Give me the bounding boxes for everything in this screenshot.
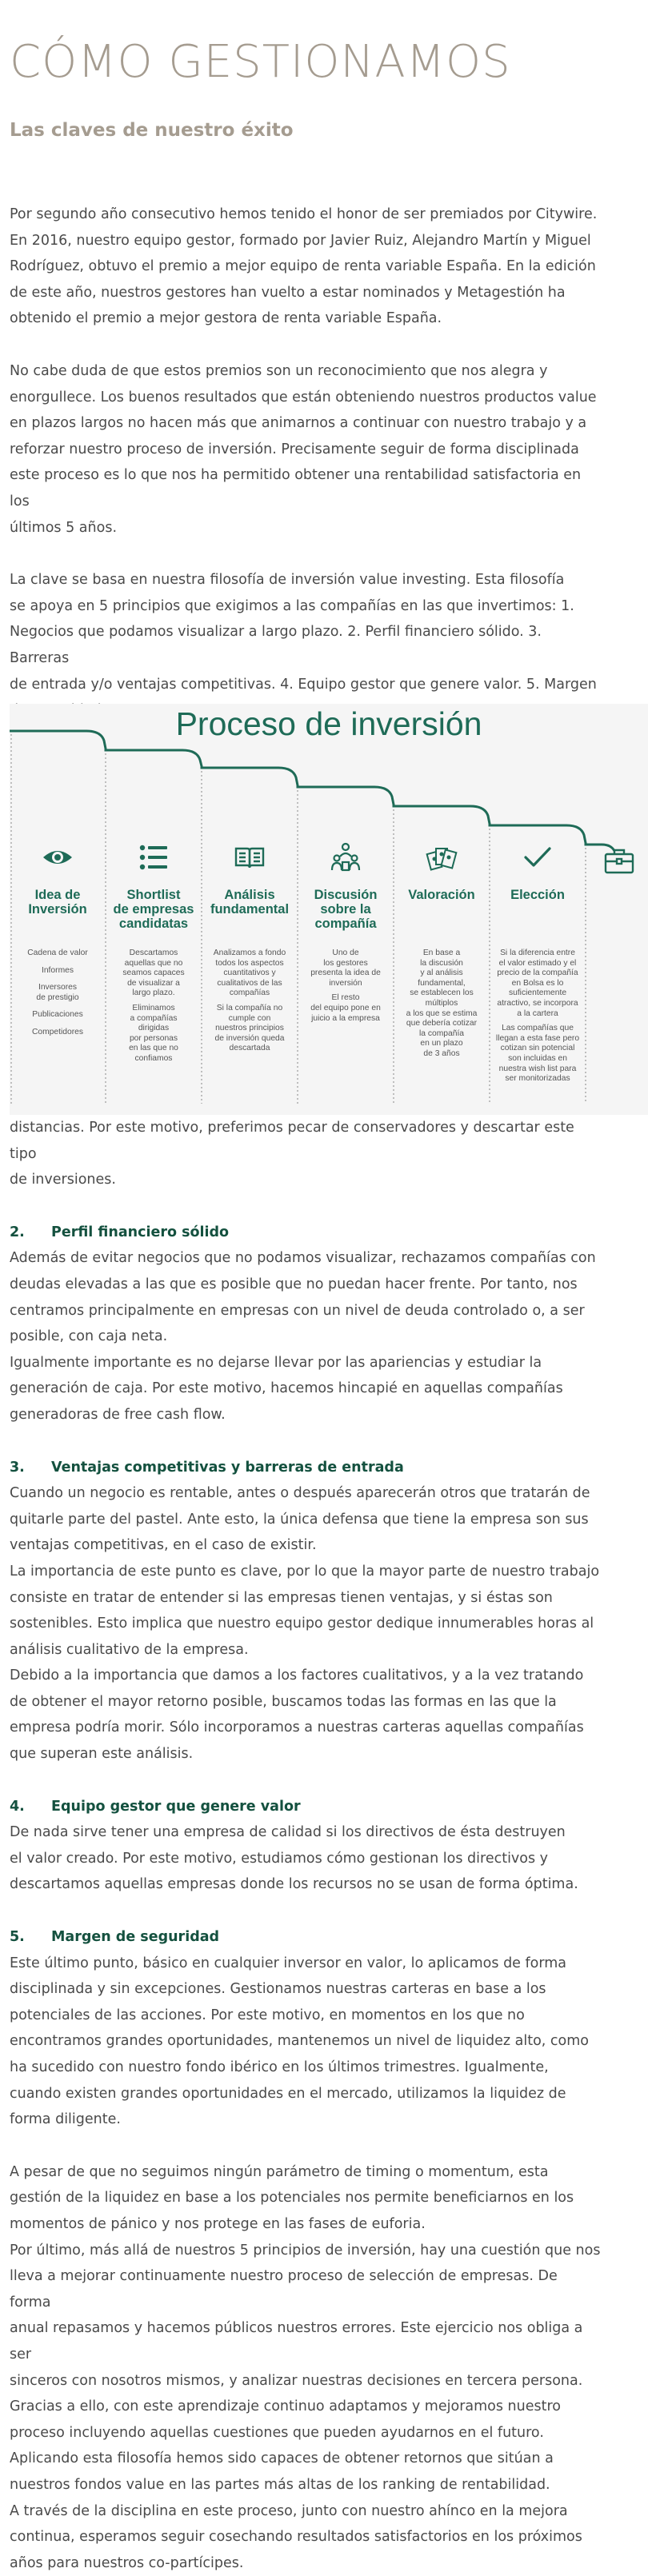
text-line: La importancia de este punto es clave, por lo que la mayor parte de nuestro trabajo [10,1559,602,1585]
step-description [494,949,581,1089]
text-line: consiste en tratar de entender si las empresas tienen ventajas, y si éstas son [10,1585,602,1611]
closing-paragraph [10,2446,602,2498]
page-subtitle: Las claves de nuestro éxito [10,120,602,141]
text-line: A pesar de que no seguimos ningún parámetro de timing o momentum, esta [10,2159,602,2186]
text-line: nuestros fondos value en las partes más altas de los ranking de rentabilidad. [10,2472,602,2498]
step-label [298,888,394,931]
step-description-item [110,949,197,999]
text-line: este proceso es lo que nos ha permitido obtener una rentabilidad satisfactoria en los [10,462,602,514]
text-line: que superan este análisis. [10,1741,602,1767]
step-description-item [110,1004,197,1064]
step-description-line: inversión [302,979,389,989]
step-description-line: Cadena de valor [14,949,101,959]
text-line: Además de evitar negocios que no podamos visualizar, rechazamos compañías con [10,1245,602,1272]
step-label-line: Inversión [10,902,106,917]
step-description-line: Eliminamos [110,1004,197,1014]
step-description-line: la discusión [398,959,485,969]
step-description-line: de prestigio [14,993,101,1004]
text-line: distancias. Por este motivo, preferimos pecar de conservadores y descartar este tipo [10,1115,602,1167]
step-description-line: Publicaciones [14,1010,101,1020]
step-description-line: llegan a esta fase pero [494,1034,581,1044]
step-label [490,888,586,902]
step-description-item [14,949,101,959]
step-description-line: en las que no [110,1044,197,1054]
step-description-line: En base a [398,949,485,959]
step-description [110,949,197,1069]
section-heading [10,1924,602,1951]
text-line: Rodríguez, obtuvo el premio a mejor equipo de renta variable España. En la edición [10,254,602,280]
step-description-line: se establecen los [398,988,485,999]
step-description-line: nuestra wish list para [494,1064,581,1075]
step-description-line: a la cartera [494,1009,581,1020]
text-line: anual repasamos y hacemos públicos nuestros errores. Este ejercicio nos obliga a ser [10,2315,602,2367]
step-label-line: Idea de [10,888,106,902]
step-description-line: cotizan sin potencial [494,1044,581,1054]
section-paragraph [10,1480,602,1559]
page-title: CÓMO GESTIONAMOS [10,34,602,91]
step-description-line: Informes [14,966,101,976]
briefcase-icon [603,845,635,877]
step-description-line: por personas [110,1034,197,1044]
section-paragraph [10,1819,602,1898]
step-description-line: Si la compañía no [206,1004,293,1014]
step-label [10,888,106,917]
step-description-item [14,966,101,976]
eye-icon [42,841,74,873]
step-description [398,949,485,1064]
text-line: Cuando un negocio es rentable, antes o después aparecerán otros que tratarán de [10,1480,602,1507]
step-description-item [494,1024,581,1084]
step-description-item [494,949,581,1019]
step-description-line: presenta la idea de [302,968,389,979]
step-label [106,888,202,931]
text-line: descartamos aquellas empresas donde los recursos no se usan de forma óptima. [10,1871,602,1898]
section-title: Equipo gestor que genere valor [51,1799,301,1815]
intro-paragraph [10,567,602,724]
step-label-line: Elección [490,888,586,902]
section-number: 2. [10,1220,51,1246]
check-icon [522,841,554,873]
step-label-line: Análisis [202,888,298,902]
text-line: de este año, nuestros gestores han vuelto a estar nominados y Metagestión ha [10,280,602,306]
step-description-line: Competidores [14,1028,101,1038]
step-description-item [14,983,101,1003]
step-description-line: aquellas que no [110,959,197,969]
text-line: Debido a la importancia que damos a los factores cualitativos, y a la vez tratando [10,1663,602,1689]
text-line: A través de la disciplina en este proceso, junto con nuestro ahínco en la mejora [10,2498,602,2525]
step-description-line: ser monitorizadas [494,1074,581,1084]
step-description-line: que debería cotizar [398,1019,485,1029]
step-description-line: todos los aspectos [206,959,293,969]
text-line: disciplinada y sin excepciones. Gestionamos nuestras carteras en base a los [10,1976,602,2003]
step-description-line: largo plazo. [110,988,197,999]
step-description-item [302,949,389,988]
step-description-line: en un plazo [398,1039,485,1049]
text-line: La clave se basa en nuestra filosofía de inversión value investing. Esta filosofía [10,567,602,593]
text-line: reforzar nuestro proceso de inversión. Precisamente seguir de forma disciplinada [10,437,602,463]
step-label-line: de empresas [106,902,202,917]
text-line: Por último, más allá de nuestros 5 principios de inversión, hay una cuestión que nos [10,2238,602,2264]
text-line: lleva a mejorar continuamente nuestro proceso de selección de empresas. De forma [10,2263,602,2315]
step-label [202,888,298,917]
section-title: Ventajas competitivas y barreras de entrada [51,1460,404,1476]
step-description [302,949,389,1028]
text-line: en plazos largos no hacen más que animarnos a continuar con nuestro trabajo y a [10,410,602,437]
text-line: deudas elevadas a las que es posible que no puedan hacer frente. Por tanto, nos [10,1272,602,1298]
step-label-line: compañía [298,917,394,931]
text-line: quitarle parte del pastel. Ante esto, la única defensa que tiene la empresa son sus [10,1507,602,1533]
step-description [14,949,101,1045]
step-description-line: precio de la compañía [494,968,581,979]
section-paragraph [10,1350,602,1428]
step-label-line: Discusión [298,888,394,902]
text-line: últimos 5 años. [10,515,602,541]
step-label-line: Shortlist [106,888,202,902]
intro-text [10,202,602,750]
team-icon [330,841,362,873]
text-line: sinceros con nosotros mismos, y analizar nuestras decisiones en tercera persona. [10,2368,602,2394]
section-heading [10,1455,602,1481]
text-line: potenciales de las acciones. Por este motivo, en momentos en los que no [10,2003,602,2029]
text-line: ha sucedido con nuestro fondo ibérico en los últimos trimestres. Igualmente, [10,2055,602,2081]
text-line: posible, con caja neta. [10,1324,602,1350]
step-description-line: Inversores [14,983,101,993]
text-line: cuando existen grandes oportunidades en el mercado, utilizamos la liquidez de [10,2081,602,2107]
investment-process-diagram [10,704,648,1115]
step-label-line: sobre la [298,902,394,917]
text-line: sostenibles. Esto implica que nuestro equipo gestor dedique innumerables horas al [10,1611,602,1637]
diagram-title: Proceso de inversión [10,704,648,744]
body-text [10,1115,602,2576]
closing-paragraph [10,2238,602,2394]
text-line: empresa podría morir. Sólo incorporamos a nuestras carteras aquellas compañías [10,1715,602,1741]
step-description-line: de inversión queda [206,1034,293,1044]
step-description-line: y al análisis [398,968,485,979]
closing-paragraph [10,2394,602,2446]
text-line: de inversiones. [10,1167,602,1193]
text-line: centramos principalmente en empresas con un nivel de deuda controlado o, a ser [10,1298,602,1324]
step-description-line: son incluidas en [494,1054,581,1064]
section-number: 4. [10,1794,51,1820]
text-line: proceso incluyendo aquellas cuestiones que pueden ayudarnos en el futuro. [10,2420,602,2446]
section-paragraph [10,1663,602,1767]
step-description-line: cuantitativos y [206,968,293,979]
text-line: Igualmente importante es no dejarse llevar por las apariencias y estudiar la [10,1350,602,1376]
step-description-line: Uno de [302,949,389,959]
text-line: ventajas competitivas, en el caso de existir. [10,1532,602,1559]
text-line: de entrada y/o ventajas competitivas. 4. Equipo gestor que genere valor. 5. Margen [10,672,602,698]
text-line: análisis cualitativo de la empresa. [10,1637,602,1663]
step-description-line: la compañía [398,1029,485,1040]
text-line: Aplicando esta filosofía hemos sido capaces de obtener retornos que sitúan a [10,2446,602,2472]
step-label-line: Valoración [394,888,490,902]
step-description-item [14,1028,101,1038]
step-description-item [302,993,389,1024]
section-number: 3. [10,1455,51,1481]
intro-paragraph [10,202,602,332]
step-description-line: compañías [206,988,293,999]
step-description-line: nuestros principios [206,1024,293,1034]
text-line: obtenido el premio a mejor gestora de renta variable España. [10,306,602,332]
text-line: generadoras de free cash flow. [10,1402,602,1428]
step-description-item [398,949,485,1060]
step-description-line: del equipo pone en [302,1004,389,1014]
step-description-line: confiamos [110,1054,197,1064]
step-description-line: a compañías [110,1014,197,1024]
step-description-line: cualitativos de las [206,979,293,989]
text-line: Gracias a ello, con este aprendizaje continuo adaptamos y mejoramos nuestro [10,2394,602,2420]
closing-paragraph [10,2159,602,2238]
step-description-line: juicio a la empresa [302,1014,389,1024]
step-description-line: el valor estimado y el [494,959,581,969]
section-heading [10,1220,602,1246]
step-description-item [14,1010,101,1020]
list-icon [138,841,170,873]
text-line: se apoya en 5 principios que exigimos a las compañías en las que invertimos: 1. [10,593,602,620]
step-description-line: múltiplos [398,999,485,1009]
text-line: encontramos grandes oportunidades, mantenemos un nivel de liquidez alto, como [10,2028,602,2055]
step-description [206,949,293,1059]
step-description-line: los gestores [302,959,389,969]
text-line: enorgullece. Los buenos resultados que están obteniendo nuestros productos value [10,385,602,411]
intro-paragraph [10,358,602,541]
book-icon [234,841,266,873]
step-description-line: fundamental, [398,979,485,989]
text-line: Este último punto, básico en cualquier inversor en valor, lo aplicamos de forma [10,1951,602,1977]
closing-paragraph [10,2498,602,2576]
step-description-line: Las compañías que [494,1024,581,1034]
text-line: generación de caja. Por este motivo, hacemos hincapié en aquellas compañías [10,1376,602,1402]
text-line: continua, esperamos seguir cosechando resultados satisfactorios en los próximos [10,2524,602,2550]
step-description-line: cumple con [206,1014,293,1024]
section-paragraph [10,1559,602,1663]
step-description-line: a los que se estima [398,1009,485,1020]
step-description-line: Descartamos [110,949,197,959]
step-label-line: candidatas [106,917,202,931]
section-title: Perfil financiero sólido [51,1224,229,1240]
step-description-line: en Bolsa es lo [494,979,581,989]
step-label-line: fundamental [202,902,298,917]
text-line: momentos de pánico y nos protege en las fases de euforia. [10,2211,602,2238]
step-description-line: Analizamos a fondo [206,949,293,959]
text-line: gestión de la liquidez en base a los potenciales nos permite beneficiarnos en los [10,2185,602,2211]
step-description-line: seamos capaces [110,968,197,979]
section-heading [10,1794,602,1820]
step-description-line: El resto [302,993,389,1004]
text-line: de obtener el mayor retorno posible, buscamos todas las formas en las que la [10,1689,602,1715]
step-description-item [206,1004,293,1054]
section-title: Margen de seguridad [51,1929,219,1945]
step-description-line: dirigidas [110,1024,197,1034]
step-description-line: de visualizar a [110,979,197,989]
text-line: De nada sirve tener una empresa de calidad si los directivos de ésta destruyen [10,1819,602,1846]
step-description-line: Si la diferencia entre [494,949,581,959]
step-description-line: descartada [206,1044,293,1054]
text-line: forma diligente. [10,2107,602,2133]
step-description-line: de 3 años [398,1049,485,1060]
section-number: 5. [10,1924,51,1951]
text-line: No cabe duda de que estos premios son un reconocimiento que nos alegra y [10,358,602,385]
step-label [394,888,490,902]
body-paragraph [10,1115,602,1193]
text-line: Por segundo año consecutivo hemos tenido el honor de ser premiados por Citywire. [10,202,602,228]
section-paragraph [10,1951,602,2133]
text-line: el valor creado. Por este motivo, estudiamos cómo gestionan los directivos y [10,1846,602,1872]
step-description-item [206,949,293,999]
text-line: En 2016, nuestro equipo gestor, formado por Javier Ruiz, Alejandro Martín y Miguel [10,228,602,254]
text-line: años para nuestros co-partícipes. [10,2550,602,2576]
section-paragraph [10,1245,602,1349]
cards-icon [426,841,458,873]
step-description-line: atractivo, se incorpora [494,999,581,1009]
text-line: Negocios que podamos visualizar a largo plazo. 2. Perfil financiero sólido. 3. Barreras [10,619,602,671]
step-description-line: suficientemente [494,988,581,999]
